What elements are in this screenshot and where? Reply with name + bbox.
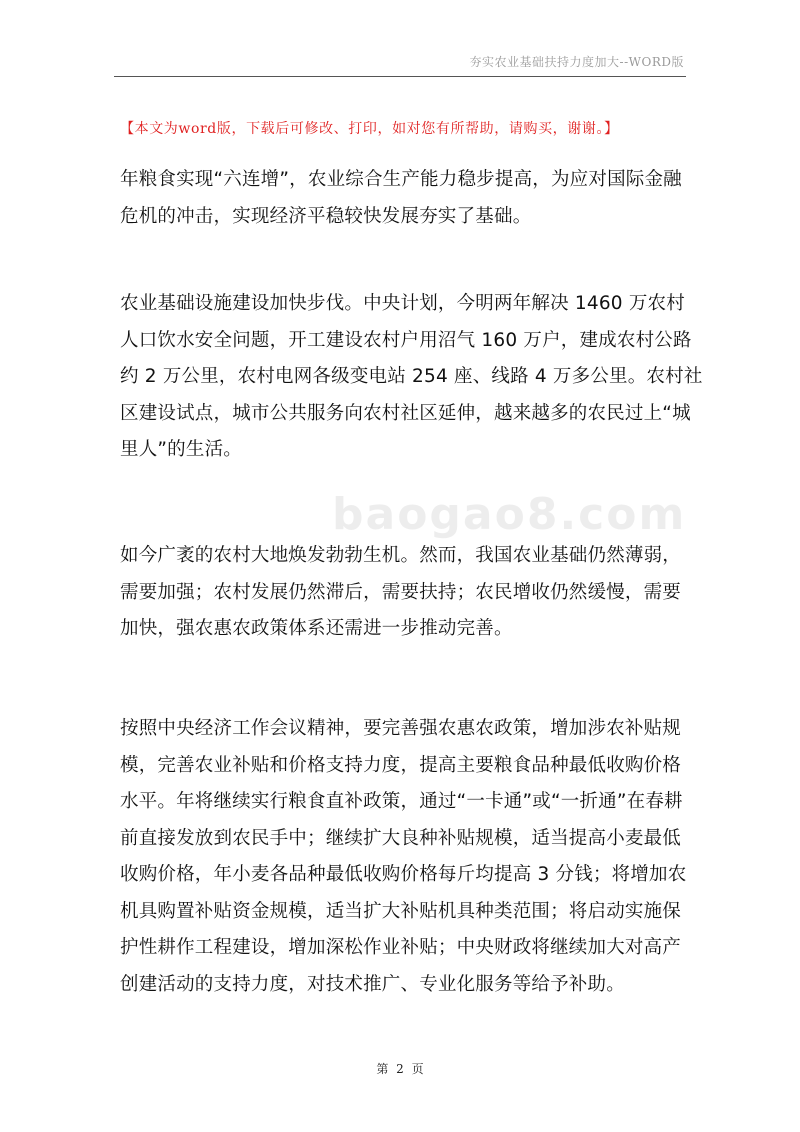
paragraph-3 [120, 538, 686, 648]
paragraph-line: 护性耕作工程建设，增加深松作业补贴；中央财政将继续加大对高产 [120, 937, 682, 958]
paragraph-line: 水平。年将继续实行粮食直补政策，通过“一卡通”或“一折通”在春耕 [120, 791, 683, 812]
paragraph-line: 按照中央经济工作会议精神，要完善强农惠农政策，增加涉农补贴规 [120, 718, 682, 739]
paragraph-1 [120, 162, 686, 235]
paragraph-line: 创建活动的支持力度，对技术推广、专业化服务等给予补助。 [120, 973, 625, 995]
watermark: baogao8.com [332, 489, 687, 540]
paragraph-line: 约 2 万公里，农村电网各级变电站 254 座、线路 4 万多公里。农村社 [120, 366, 703, 387]
page-number: 第 2 页 [376, 1062, 424, 1076]
paragraph-line: 前直接发放到农民手中；继续扩大良种补贴规模，适当提高小麦最低 [120, 827, 682, 849]
paragraph-line: 人口饮水安全问题，开工建设农村户用沼气 160 万户，建成农村公路 [120, 329, 692, 351]
paragraph-line: 机具购置补贴资金规模，适当扩大补贴机具种类范围；将启动实施保 [120, 900, 682, 922]
paragraph-line: 加快，强农惠农政策体系还需进一步推动完善。 [120, 618, 513, 639]
paragraph-line: 危机的冲击，实现经济平稳较快发展夯实了基础。 [120, 205, 532, 227]
paragraph-line: 需要加强；农村发展仍然滞后，需要扶持；农民增收仍然缓慢，需要 [120, 581, 682, 603]
download-notice: 【本文为word版，下载后可修改、打印，如对您有所帮助，请购买，谢谢。】 [120, 121, 619, 137]
paragraph-2 [120, 286, 703, 469]
paragraph-line: 年粮食实现“六连增”，农业综合生产能力稳步提高，为应对国际金融 [120, 169, 682, 190]
paragraph-line: 如今广袤的农村大地焕发勃勃生机。然而，我国农业基础仍然薄弱， [120, 545, 682, 566]
running-header: 夯实农业基础扶持力度加大--WORD版 [469, 55, 684, 69]
paragraph-4 [120, 711, 686, 1003]
paragraph-line: 里人”的生活。 [120, 439, 242, 460]
header-divider [114, 76, 686, 77]
paragraph-line: 区建设试点，城市公共服务向农村社区延伸，越来越多的农民过上“城 [120, 402, 691, 424]
paragraph-line: 农业基础设施建设加快步伐。中央计划，今明两年解决 1460 万农村 [120, 293, 685, 314]
paragraph-line: 收购价格，年小麦各品种最低收购价格每斤均提高 3 分钱；将增加农 [120, 864, 687, 885]
paragraph-line: 模，完善农业补贴和价格支持力度，提高主要粮食品种最低收购价格 [120, 754, 682, 776]
